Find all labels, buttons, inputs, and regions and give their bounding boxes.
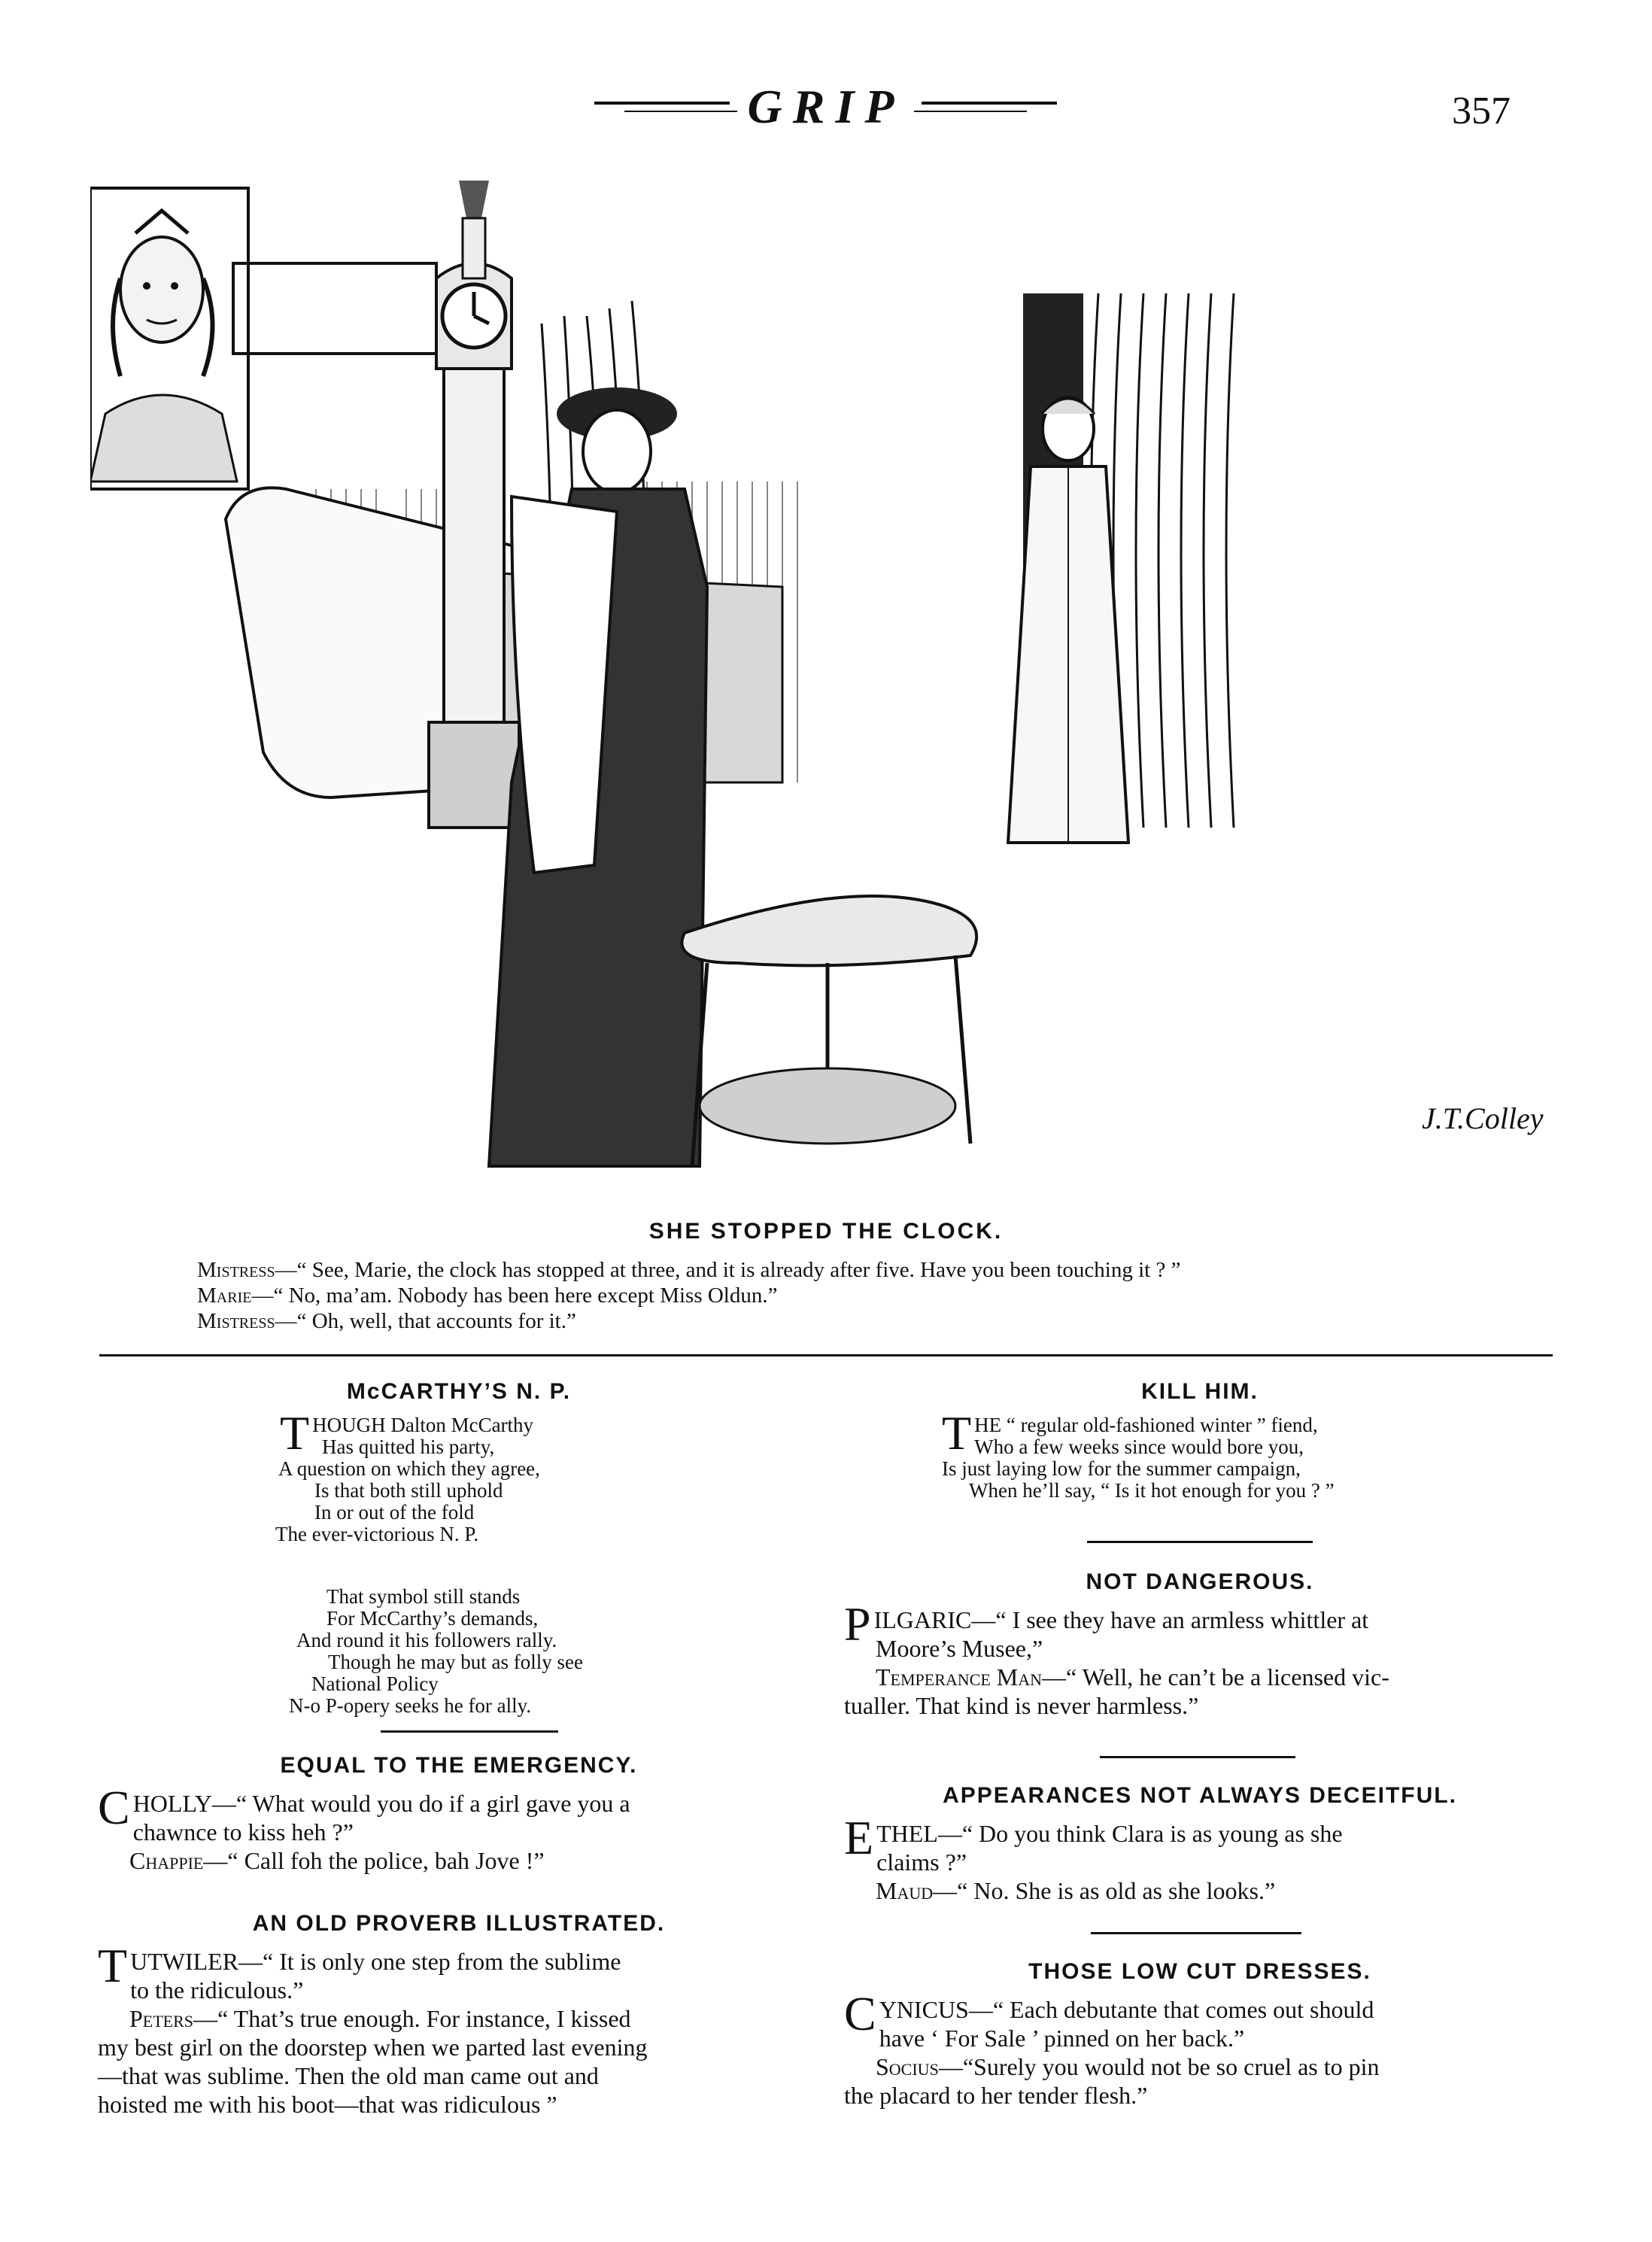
masthead <box>0 71 1652 139</box>
section-title-appearances: APPEARANCES NOT ALWAYS DECEITFUL. <box>943 1783 1457 1808</box>
dialogue-emergency: CHOLLY—“ What would you do if a girl gave you a chawnce to kiss heh ?” Chappie—“ Call foh the police, bah Jove !” <box>98 1781 630 1874</box>
poem-kill: THE “ regular old-fashioned winter ” fiend, Who a few weeks since would bore you, Is just laying low for the summer campaign, When he’ll say, “ Is it hot enough for you ? ” <box>942 1406 1335 1502</box>
divider-rule <box>99 1354 1553 1356</box>
section-title-kill: KILL HIM. <box>1141 1379 1259 1404</box>
masthead-title: GRIP <box>747 80 905 133</box>
caption-line: Marie—“ No, ma’am. Nobody has been here except Miss Oldun.” <box>197 1284 778 1308</box>
mistress-figure <box>489 387 707 1166</box>
divider-rule <box>1091 1932 1301 1934</box>
divider-rule <box>1087 1541 1313 1543</box>
cartoon-illustration <box>90 166 1557 1196</box>
dialogue-proverb: TUTWILER—“ It is only one step from the sublime to the ridiculous.” Peters—“ That’s true enough. For instance, I kissed my best girl on the doorstep when we parted last evening —that was sublime. Then the old man came out and hoisted me with his boot—that was ridiculous ” <box>98 1939 648 2118</box>
divider-rule <box>1100 1756 1295 1758</box>
artist-signature: J.T.Colley <box>1422 1101 1544 1135</box>
wall-mirror <box>233 263 436 354</box>
caption-line: Mistress—“ Oh, well, that accounts for it.” <box>197 1309 576 1333</box>
section-title-proverb: AN OLD PROVERB ILLUSTRATED. <box>252 1911 666 1936</box>
dialogue-notdangerous: PILGARIC—“ I see they have an armless whittler at Moore’s Musee,” Temperance Man—“ Well, he can’t be a licensed vic- tualler. That kind is never harmless.” <box>844 1597 1389 1719</box>
divider-rule <box>381 1730 558 1733</box>
section-title-dresses: THOSE LOW CUT DRESSES. <box>1028 1959 1371 1984</box>
dialogue-appearances: ETHEL—“ Do you think Clara is as young as she claims ?” Maud—“ No. She is as old as she looks.” <box>844 1811 1343 1904</box>
page-number: 357 <box>1452 90 1511 132</box>
section-title-notdangerous: NOT DANGEROUS. <box>1086 1569 1314 1594</box>
poem-mccarthy-stanza1: THOUGH Dalton McCarthy Has quitted his party, A question on which they agree, Is that both still uphold In or out of the fold The ever-victorious N. P. <box>275 1406 540 1545</box>
small-table <box>682 896 976 1166</box>
grandfather-clock <box>429 181 519 828</box>
dialogue-dresses: CYNICUS—“ Each debutante that comes out should have ‘ For Sale ’ pinned on her back.” Socius—“Surely you would not be so cruel as to pin the placard to her tender flesh.” <box>844 1987 1380 2109</box>
caption-title: SHE STOPPED THE CLOCK. <box>648 1219 1004 1244</box>
section-title-emergency: EQUAL TO THE EMERGENCY. <box>280 1753 638 1778</box>
caption-line: Mistress—“ See, Marie, the clock has stopped at three, and it is already after five. Have you been touching it ? ” <box>197 1258 1181 1282</box>
section-title-mccarthy: McCARTHY’S N. P. <box>346 1379 572 1404</box>
wall-portrait <box>90 188 248 489</box>
poem-mccarthy-stanza2: That symbol still stands For McCarthy’s demands, And round it his followers rally. Though he may but as folly see National Policy N-o P-opery seeks he for ally. <box>289 1585 583 1717</box>
